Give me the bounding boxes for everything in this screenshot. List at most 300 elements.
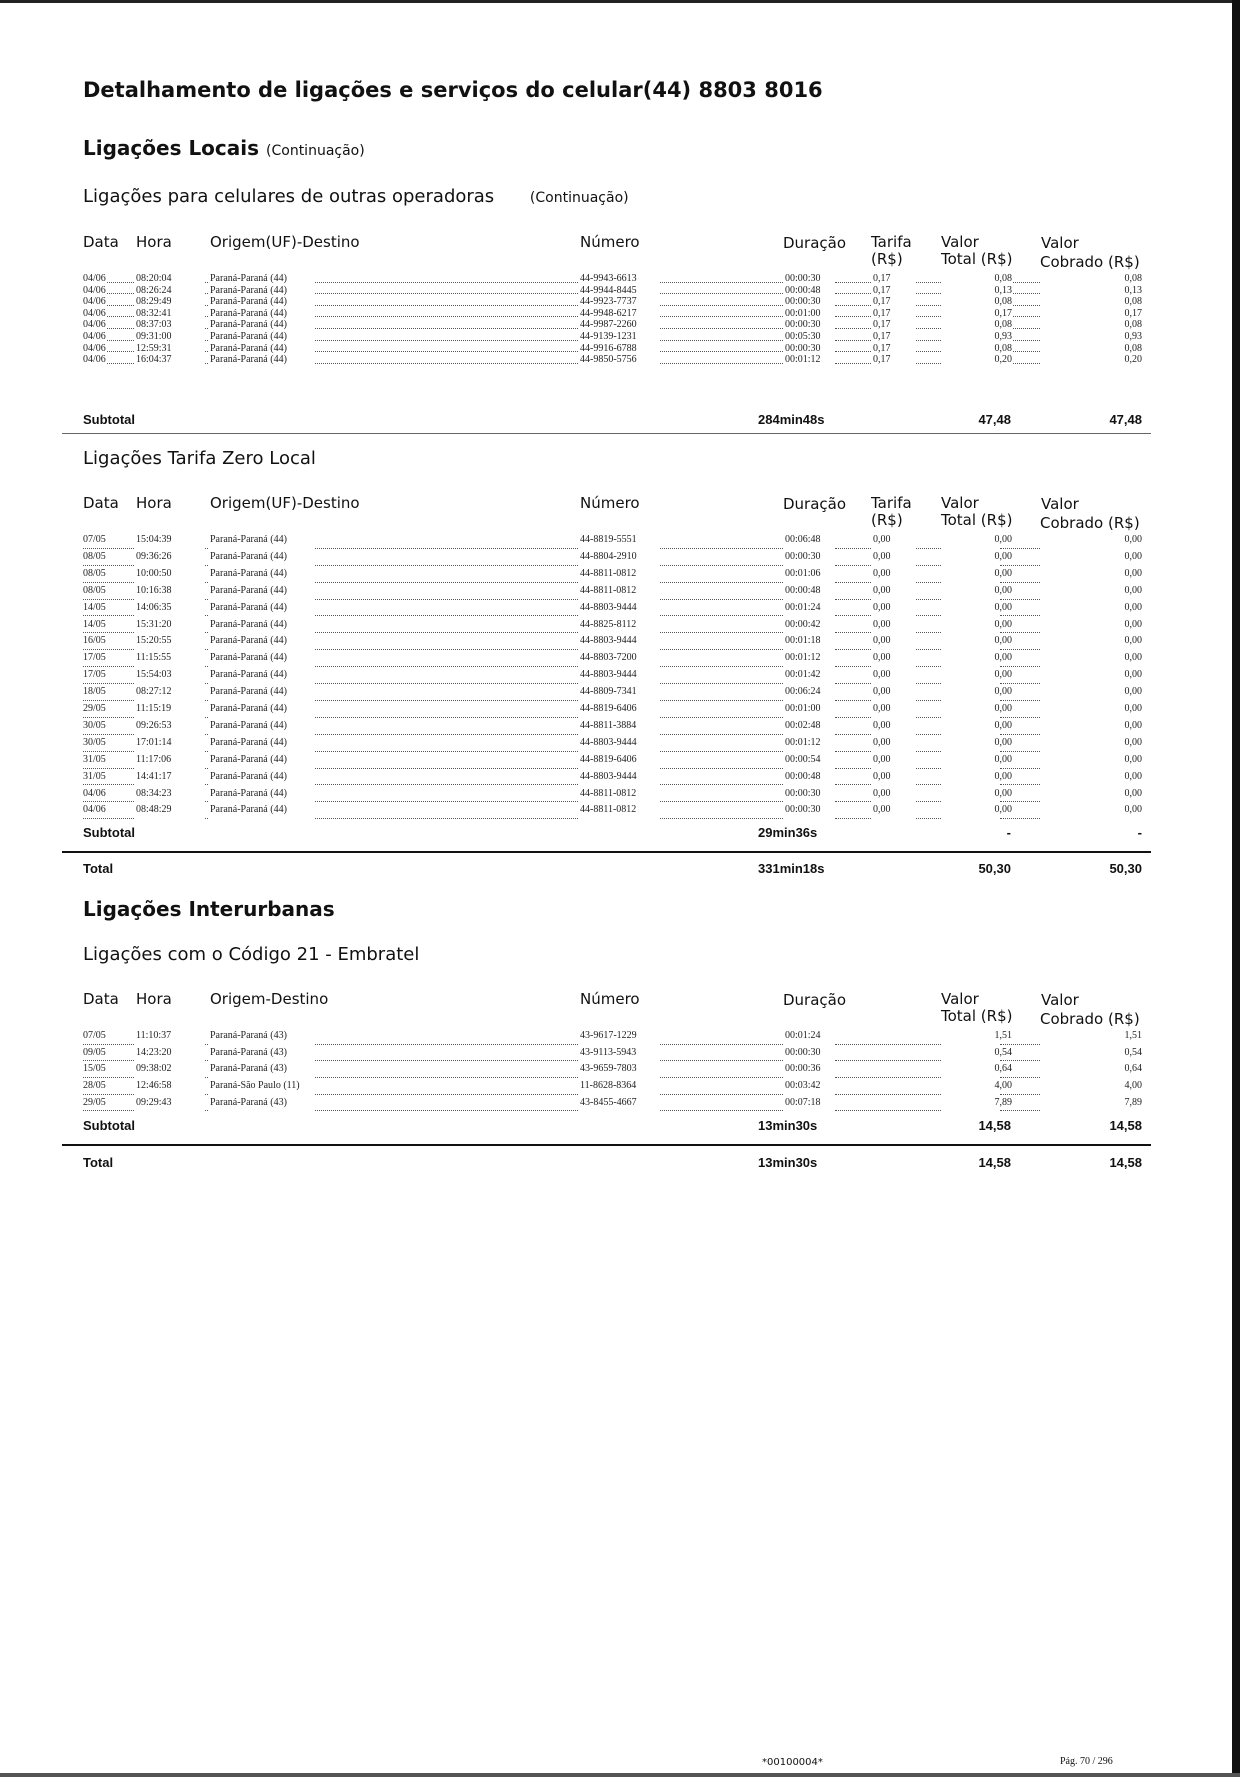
table-row	[0, 534, 1240, 551]
cell-duracao: 00:00:30	[785, 1046, 821, 1058]
cell-numero: 44-9948-6217	[580, 307, 637, 319]
cell-data: 04/06	[83, 787, 106, 799]
cell-tarifa: 0,00	[873, 686, 891, 698]
cell-duracao: 00:06:24	[785, 686, 821, 698]
cell-duracao: 00:01:42	[785, 669, 821, 681]
cell-hora: 08:29:49	[136, 296, 172, 308]
total-interurbanas-cobrado: 14,58	[1109, 1155, 1142, 1170]
cell-duracao: 00:05:30	[785, 331, 821, 342]
header-numero: Número	[580, 990, 640, 1008]
dot-leader	[1000, 582, 1040, 583]
cell-valor-total: 0,00	[994, 787, 1012, 799]
dot-leader	[315, 340, 578, 341]
cell-tarifa: 0,17	[873, 307, 891, 319]
header-tarifa-unit: (R$)	[871, 250, 903, 268]
cell-numero: 44-9850-5756	[580, 354, 637, 366]
cell-tarifa: 0,00	[873, 601, 891, 613]
cell-hora: 08:26:24	[136, 284, 172, 296]
table-row	[0, 343, 1240, 355]
dot-leader	[205, 751, 208, 752]
cell-valor-total: 7,89	[994, 1096, 1012, 1108]
dot-leader	[205, 1110, 208, 1111]
cell-tarifa: 0,17	[873, 273, 891, 284]
cell-data: 04/06	[83, 273, 106, 284]
cell-duracao: 00:01:06	[785, 567, 821, 579]
cell-valor-cobrado: 0,00	[1124, 787, 1142, 799]
dot-leader	[315, 649, 578, 650]
subtotal-tarifa-zero-total: -	[1006, 825, 1011, 840]
cell-duracao: 00:01:00	[785, 703, 821, 714]
cell-valor-total: 0,00	[994, 804, 1012, 816]
subtotal-outras-duracao: 284min48s	[758, 412, 825, 427]
dot-leader	[1000, 700, 1040, 701]
dot-leader	[205, 316, 208, 317]
cell-origem: Paraná-Paraná (44)	[210, 319, 287, 331]
cell-valor-total: 0,00	[994, 669, 1012, 681]
dot-leader	[315, 615, 578, 616]
cell-numero: 44-8819-5551	[580, 534, 637, 545]
dot-leader	[660, 548, 783, 549]
scan-edge-top	[0, 0, 1240, 3]
cell-tarifa: 0,17	[873, 296, 891, 308]
header-valor-cobrado: Valor	[1041, 495, 1079, 513]
cell-duracao: 00:00:42	[785, 618, 821, 630]
dot-leader	[916, 632, 941, 633]
dot-leader	[660, 649, 783, 650]
table-row	[0, 551, 1240, 568]
cell-origem: Paraná-Paraná (43)	[210, 1046, 287, 1058]
cell-duracao: 00:00:48	[785, 284, 821, 296]
cell-origem: Paraná-Paraná (44)	[210, 296, 287, 308]
cell-data: 04/06	[83, 331, 106, 342]
table-row	[0, 1047, 1240, 1064]
dot-leader	[835, 751, 871, 752]
dot-leader	[835, 293, 871, 294]
cell-valor-total: 0,00	[994, 753, 1012, 765]
cell-tarifa: 0,00	[873, 550, 891, 562]
cell-duracao: 00:00:48	[785, 584, 821, 596]
cell-valor-cobrado: 0,00	[1124, 652, 1142, 664]
table-row	[0, 285, 1240, 297]
cell-origem: Paraná-Paraná (44)	[210, 770, 287, 782]
dot-leader	[916, 328, 941, 329]
dot-leader	[315, 734, 578, 735]
dot-leader	[916, 784, 941, 785]
dot-leader	[1000, 615, 1040, 616]
cell-valor-total: 0,93	[994, 331, 1012, 342]
dot-leader	[315, 599, 578, 600]
dot-leader	[205, 351, 208, 352]
dot-leader	[315, 784, 578, 785]
cell-valor-total: 0,54	[994, 1046, 1012, 1058]
cell-data: 29/05	[83, 703, 106, 714]
dot-leader	[916, 683, 941, 684]
header-duracao: Duração	[783, 991, 847, 1009]
dot-leader	[205, 548, 208, 549]
cell-duracao: 00:00:36	[785, 1063, 821, 1075]
dot-leader	[1000, 632, 1040, 633]
cell-valor-cobrado: 0,00	[1124, 584, 1142, 596]
cell-valor-cobrado: 0,00	[1124, 686, 1142, 698]
cell-numero: 44-8803-7200	[580, 652, 637, 664]
dot-leader	[205, 768, 208, 769]
cell-data: 28/05	[83, 1080, 106, 1092]
header-valor-total: Valor	[941, 990, 979, 1008]
dot-leader	[1000, 666, 1040, 667]
subtotal-outras-cobrado: 47,48	[1109, 412, 1142, 427]
header-duracao: Duração	[783, 234, 847, 252]
table-row	[0, 602, 1240, 619]
dot-leader	[835, 582, 871, 583]
dot-leader	[315, 305, 578, 306]
dot-leader	[205, 340, 208, 341]
dot-leader	[916, 316, 941, 317]
cell-valor-cobrado: 0,08	[1124, 342, 1142, 354]
cell-hora: 08:34:23	[136, 787, 172, 799]
table-row	[0, 568, 1240, 585]
dot-leader	[83, 818, 134, 819]
cell-duracao: 00:00:30	[785, 804, 821, 816]
cell-numero: 44-8803-9444	[580, 635, 637, 647]
dot-leader	[83, 632, 134, 633]
dot-leader	[916, 363, 941, 364]
cell-tarifa: 0,00	[873, 804, 891, 816]
cell-valor-cobrado: 0,64	[1124, 1063, 1142, 1075]
dot-leader	[315, 316, 578, 317]
cell-data: 09/05	[83, 1046, 106, 1058]
cell-hora: 09:26:53	[136, 719, 172, 731]
page-title: Detalhamento de ligações e serviços do celular(44) 8803 8016	[83, 78, 823, 102]
subsection-heading-tarifa-zero: Ligações Tarifa Zero Local	[83, 448, 316, 469]
dot-leader	[660, 666, 783, 667]
dot-leader	[660, 632, 783, 633]
cell-duracao: 00:01:12	[785, 736, 821, 748]
cell-numero: 44-8811-0812	[580, 567, 637, 579]
cell-origem: Paraná-Paraná (44)	[210, 354, 287, 366]
cell-tarifa: 0,00	[873, 534, 891, 545]
cell-numero: 11-8628-8364	[580, 1080, 637, 1092]
cell-numero: 44-9944-8445	[580, 284, 637, 296]
cell-valor-cobrado: 0,20	[1124, 354, 1142, 366]
dot-leader	[1000, 717, 1040, 718]
dot-leader	[205, 1094, 208, 1095]
dot-leader	[315, 1077, 578, 1078]
cell-valor-total: 0,00	[994, 534, 1012, 545]
dot-leader	[660, 565, 783, 566]
total-locais-total: 50,30	[978, 861, 1011, 876]
dot-leader	[205, 784, 208, 785]
cell-data: 17/05	[83, 652, 106, 664]
cell-duracao: 00:00:30	[785, 273, 821, 284]
dot-leader	[315, 666, 578, 667]
subtotal-tarifa-zero-label: Subtotal	[83, 825, 135, 840]
dot-leader	[315, 1060, 578, 1061]
dot-leader	[83, 1077, 134, 1078]
dot-leader	[835, 548, 871, 549]
cell-valor-cobrado: 7,89	[1124, 1096, 1142, 1108]
total-interurbanas-duracao: 13min30s	[758, 1155, 818, 1170]
cell-tarifa: 0,00	[873, 652, 891, 664]
cell-hora: 11:10:37	[136, 1030, 172, 1041]
dot-leader	[1000, 1077, 1040, 1078]
section-heading-locais	[83, 136, 365, 160]
dot-leader	[835, 1044, 941, 1045]
dot-leader	[1000, 683, 1040, 684]
dot-leader	[315, 351, 578, 352]
dot-leader	[835, 734, 871, 735]
cell-origem: Paraná-Paraná (43)	[210, 1063, 287, 1075]
cell-valor-cobrado: 0,00	[1124, 601, 1142, 613]
cell-valor-cobrado: 0,00	[1124, 753, 1142, 765]
table-row	[0, 296, 1240, 308]
cell-numero: 44-8803-9444	[580, 669, 637, 681]
scan-edge-right	[1232, 0, 1240, 1777]
cell-tarifa: 0,17	[873, 331, 891, 342]
dot-leader	[83, 700, 134, 701]
dot-leader	[660, 717, 783, 718]
cell-numero: 43-9617-1229	[580, 1030, 637, 1041]
total-locais-cobrado: 50,30	[1109, 861, 1142, 876]
cell-numero: 44-8811-0812	[580, 584, 637, 596]
cell-valor-cobrado: 0,54	[1124, 1046, 1142, 1058]
cell-data: 30/05	[83, 736, 106, 748]
cell-numero: 44-8811-0812	[580, 787, 637, 799]
dot-leader	[660, 1077, 783, 1078]
dot-leader	[315, 801, 578, 802]
dot-leader	[205, 683, 208, 684]
dot-leader	[1000, 565, 1040, 566]
dot-leader	[205, 1044, 208, 1045]
cell-valor-cobrado: 0,00	[1124, 567, 1142, 579]
header-tarifa-unit: (R$)	[871, 511, 903, 529]
header-numero: Número	[580, 233, 640, 251]
header-tarifa: Tarifa	[871, 494, 912, 512]
cell-data: 07/05	[83, 1030, 106, 1041]
dot-leader	[835, 649, 871, 650]
cell-duracao: 00:00:30	[785, 296, 821, 308]
cell-numero: 44-8809-7341	[580, 686, 637, 698]
cell-valor-total: 4,00	[994, 1080, 1012, 1092]
cell-numero: 44-9987-2260	[580, 319, 637, 331]
dot-leader	[660, 340, 783, 341]
dot-leader	[83, 615, 134, 616]
cell-duracao: 00:01:12	[785, 354, 821, 366]
cell-valor-total: 0,00	[994, 550, 1012, 562]
dot-leader	[835, 801, 871, 802]
cell-data: 14/05	[83, 618, 106, 630]
cell-tarifa: 0,17	[873, 354, 891, 366]
cell-origem: Paraná-Paraná (44)	[210, 719, 287, 731]
header-origem: Origem(UF)-Destino	[210, 233, 360, 251]
total-locais-label: Total	[83, 861, 114, 876]
dot-leader	[835, 784, 871, 785]
cell-duracao: 00:00:30	[785, 787, 821, 799]
cell-valor-total: 0,20	[994, 354, 1012, 366]
cell-origem: Paraná-Paraná (44)	[210, 618, 287, 630]
dot-leader	[835, 351, 871, 352]
dot-leader	[916, 548, 941, 549]
total-interurbanas-total: 14,58	[978, 1155, 1011, 1170]
dot-leader	[916, 599, 941, 600]
cell-hora: 15:04:39	[136, 534, 172, 545]
dot-leader	[660, 751, 783, 752]
divider-line	[62, 851, 1151, 853]
dot-leader	[916, 282, 941, 283]
cell-hora: 08:20:04	[136, 273, 172, 284]
dot-leader	[835, 599, 871, 600]
cell-hora: 10:00:50	[136, 567, 172, 579]
dot-leader	[660, 293, 783, 294]
cell-data: 16/05	[83, 635, 106, 647]
cell-valor-total: 0,08	[994, 342, 1012, 354]
page-number: Pág. 70 / 296	[1060, 1756, 1113, 1767]
cell-duracao: 00:02:48	[785, 719, 821, 731]
table-row	[0, 686, 1240, 703]
cell-valor-cobrado: 0,93	[1124, 331, 1142, 342]
continuation-note: (Continuação)	[266, 143, 365, 159]
cell-data: 07/05	[83, 534, 106, 545]
dot-leader	[205, 1077, 208, 1078]
cell-tarifa: 0,17	[873, 319, 891, 331]
dot-leader	[835, 1060, 941, 1061]
dot-leader	[1000, 734, 1040, 735]
table-row	[0, 308, 1240, 320]
cell-tarifa: 0,00	[873, 753, 891, 765]
dot-leader	[916, 615, 941, 616]
dot-leader	[83, 565, 134, 566]
cell-valor-total: 0,00	[994, 601, 1012, 613]
cell-valor-cobrado: 0,00	[1124, 719, 1142, 731]
cell-duracao: 00:01:24	[785, 1030, 821, 1041]
dot-leader	[1000, 1110, 1040, 1111]
dot-leader	[835, 340, 871, 341]
cell-data: 04/06	[83, 296, 106, 308]
cell-data: 08/05	[83, 567, 106, 579]
dot-leader	[83, 734, 134, 735]
cell-data: 30/05	[83, 719, 106, 731]
dot-leader	[83, 599, 134, 600]
dot-leader	[916, 700, 941, 701]
dot-leader	[315, 632, 578, 633]
dot-leader	[205, 632, 208, 633]
cell-data: 04/06	[83, 284, 106, 296]
cell-data: 17/05	[83, 669, 106, 681]
cell-valor-total: 0,00	[994, 736, 1012, 748]
cell-data: 04/06	[83, 354, 106, 366]
cell-valor-cobrado: 0,08	[1124, 273, 1142, 284]
subtotal-codigo21-total: 14,58	[978, 1118, 1011, 1133]
cell-hora: 09:38:02	[136, 1063, 172, 1075]
dot-leader	[205, 649, 208, 650]
dot-leader	[835, 818, 871, 819]
cell-data: 18/05	[83, 686, 106, 698]
cell-valor-cobrado: 0,08	[1124, 296, 1142, 308]
cell-tarifa: 0,00	[873, 618, 891, 630]
cell-hora: 11:15:19	[136, 703, 172, 714]
table-row	[0, 771, 1240, 788]
header-valor-total: Valor	[941, 494, 979, 512]
cell-origem: Paraná-Paraná (44)	[210, 342, 287, 354]
dot-leader	[660, 801, 783, 802]
cell-valor-total: 0,17	[994, 307, 1012, 319]
dot-leader	[315, 582, 578, 583]
dot-leader	[1000, 599, 1040, 600]
cell-data: 15/05	[83, 1063, 106, 1075]
cell-valor-cobrado: 0,00	[1124, 550, 1142, 562]
cell-numero: 44-8803-9444	[580, 770, 637, 782]
cell-data: 08/05	[83, 584, 106, 596]
subsection-heading-outras	[83, 186, 629, 207]
cell-hora: 14:23:20	[136, 1046, 172, 1058]
cell-hora: 12:46:58	[136, 1080, 172, 1092]
dot-leader	[660, 784, 783, 785]
header-valor-total-unit: Total (R$)	[941, 511, 1013, 529]
table-row	[0, 703, 1240, 720]
dot-leader	[835, 316, 871, 317]
dot-leader	[1000, 1044, 1040, 1045]
cell-duracao: 00:00:54	[785, 753, 821, 765]
header-valor-total-unit: Total (R$)	[941, 250, 1013, 268]
table-row	[0, 804, 1240, 821]
cell-data: 14/05	[83, 601, 106, 613]
dot-leader	[835, 363, 871, 364]
dot-leader	[916, 565, 941, 566]
dot-leader	[1000, 801, 1040, 802]
subtotal-tarifa-zero-duracao: 29min36s	[758, 825, 818, 840]
cell-data: 29/05	[83, 1096, 106, 1108]
dot-leader	[83, 768, 134, 769]
dot-leader	[83, 683, 134, 684]
dot-leader	[916, 582, 941, 583]
cell-valor-total: 0,08	[994, 273, 1012, 284]
cell-numero: 44-8819-6406	[580, 753, 637, 765]
dot-leader	[1000, 818, 1040, 819]
dot-leader	[835, 1077, 941, 1078]
cell-numero: 44-9943-6613	[580, 273, 637, 284]
header-duracao: Duração	[783, 495, 847, 513]
cell-tarifa: 0,00	[873, 787, 891, 799]
dot-leader	[315, 1094, 578, 1095]
dot-leader	[315, 363, 578, 364]
dot-leader	[835, 565, 871, 566]
cell-tarifa: 0,00	[873, 770, 891, 782]
dot-leader	[660, 1044, 783, 1045]
table-row	[0, 1030, 1240, 1047]
header-hora: Hora	[136, 233, 172, 251]
dot-leader	[835, 717, 871, 718]
cell-hora: 10:16:38	[136, 584, 172, 596]
dot-leader	[83, 548, 134, 549]
subtotal-tarifa-zero-cobrado: -	[1137, 825, 1142, 840]
dot-leader	[315, 293, 578, 294]
total-interurbanas-label: Total	[83, 1155, 114, 1170]
table-row	[0, 1097, 1240, 1114]
dot-leader	[660, 351, 783, 352]
cell-hora: 09:36:26	[136, 550, 172, 562]
cell-data: 08/05	[83, 550, 106, 562]
total-locais-duracao: 331min18s	[758, 861, 825, 876]
dot-leader	[1000, 1060, 1040, 1061]
table-row	[0, 331, 1240, 343]
dot-leader	[916, 666, 941, 667]
cell-origem: Paraná-Paraná (44)	[210, 534, 287, 545]
header-valor-total: Valor	[941, 233, 979, 251]
dot-leader	[660, 768, 783, 769]
dot-leader	[205, 328, 208, 329]
cell-origem: Paraná-Paraná (43)	[210, 1030, 287, 1041]
cell-numero: 44-9139-1231	[580, 331, 637, 342]
cell-numero: 44-8811-3884	[580, 719, 637, 731]
